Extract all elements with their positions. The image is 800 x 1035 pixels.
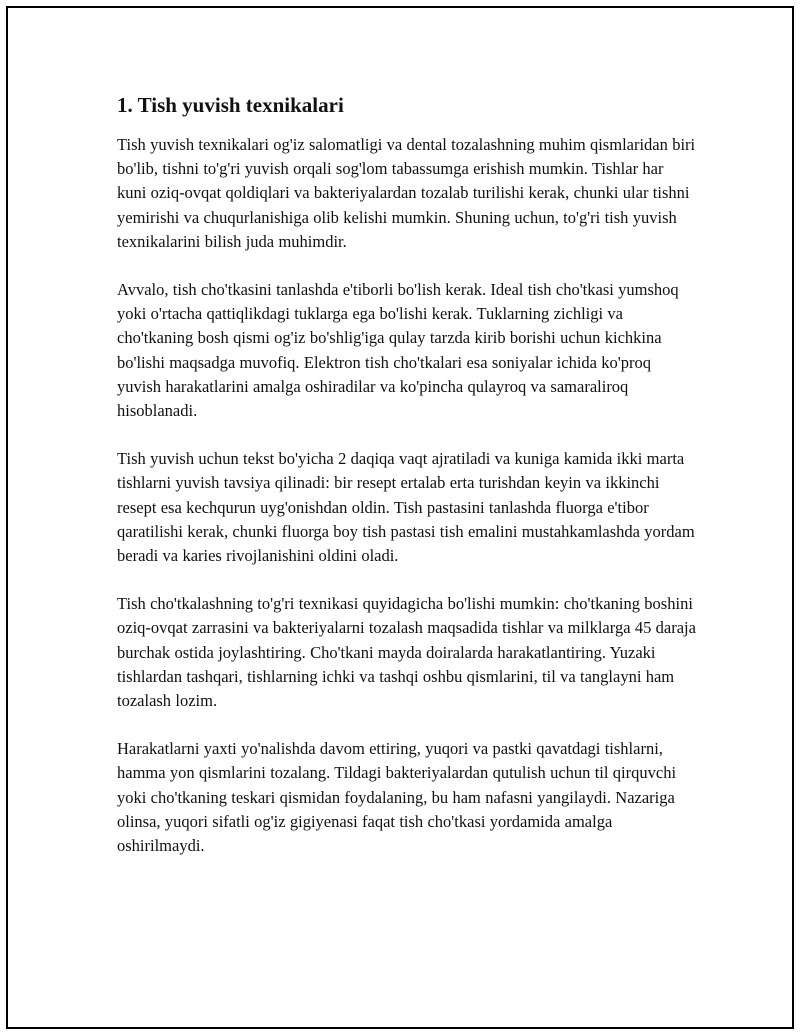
paragraph-4: Tish cho'tkalashning to'g'ri texnikasi quyidagicha bo'lishi mumkin: cho'tkaning boshini oziq-ovqat zarrasini va bakteriyalarni tozalash maqsadida tishlar va milklarga 45 daraja burchak ostida joylashtiring. Cho'tkani mayda doiralarda harakatlantiring. Yuzaki tishlardan tashqari, tishlarning ichki va tashqi oshbu qismlarini, til va tanglayni ham tozalash lozim. bbox=[117, 594, 696, 711]
paragraph-1: Tish yuvish texnikalari og'iz salomatligi va dental tozalashning muhim qismlaridan biri bo'lib, tishni to'g'ri yuvish orqali sog'lom tabassumga erishish mumkin. Tishlar har kuni oziq-ovqat qoldiqlari va bakteriyalardan tozalab turilishi kerak, chunki ular tishni yemirishi va chuqurlanishiga olib kelishi mumkin. Shuning uchun, to'g'ri tish yuvish texnikalarini bilish juda muhimdir. bbox=[117, 135, 696, 251]
section-heading: 1. Tish yuvish texnikalari bbox=[117, 93, 344, 117]
document-body bbox=[117, 90, 697, 882]
paragraph-2: Avvalo, tish cho'tkasini tanlashda e'tiborli bo'lish kerak. Ideal tish cho'tkasi yumshoq yoki o'rtacha qattiqlikdagi tuklarga ega bo'lishi kerak. Tuklarning zichligi va cho'tkaning bosh qismi og'iz bo'shlig'iga qulay tarzda kirib borishi uchun kichkina bo'lishi maqsadga muvofiq. Elektron tish cho'tkalari esa soniyalar ichida ko'proq yuvish harakatlarini amalga oshiradilar va ko'pincha qulayroq va samaraliroq hisoblanadi. bbox=[117, 280, 679, 421]
paragraph-3: Tish yuvish uchun tekst bo'yicha 2 daqiqa vaqt ajratiladi va kuniga kamida ikki marta tishlarni yuvish tavsiya qilinadi: bir resept ertalab erta turishdan keyin va ikkinchi resept esa kechqurun uyg'onishdan oldin. Tish pastasini tanlashda fluorga e'tibor qaratilishi kerak, chunki fluorga boy tish pastasi tish emalini mustahkamlashda yordam beradi va karies rivojlanishini oldini oladi. bbox=[117, 449, 695, 566]
paragraph-5: Harakatlarni yaxti yo'nalishda davom ettiring, yuqori va pastki qavatdagi tishlarni, hamma yon qismlarini tozalang. Tildagi bakteriyalardan qutulish uchun til qirquvchi yoki cho'tkaning teskari qismidan foydalaning, bu ham nafasni yangilaydi. Nazariga olinsa, yuqori sifatli og'iz gigiyenasi faqat tish cho'tkasi yordamida amalga oshirilmaydi. bbox=[117, 739, 677, 856]
